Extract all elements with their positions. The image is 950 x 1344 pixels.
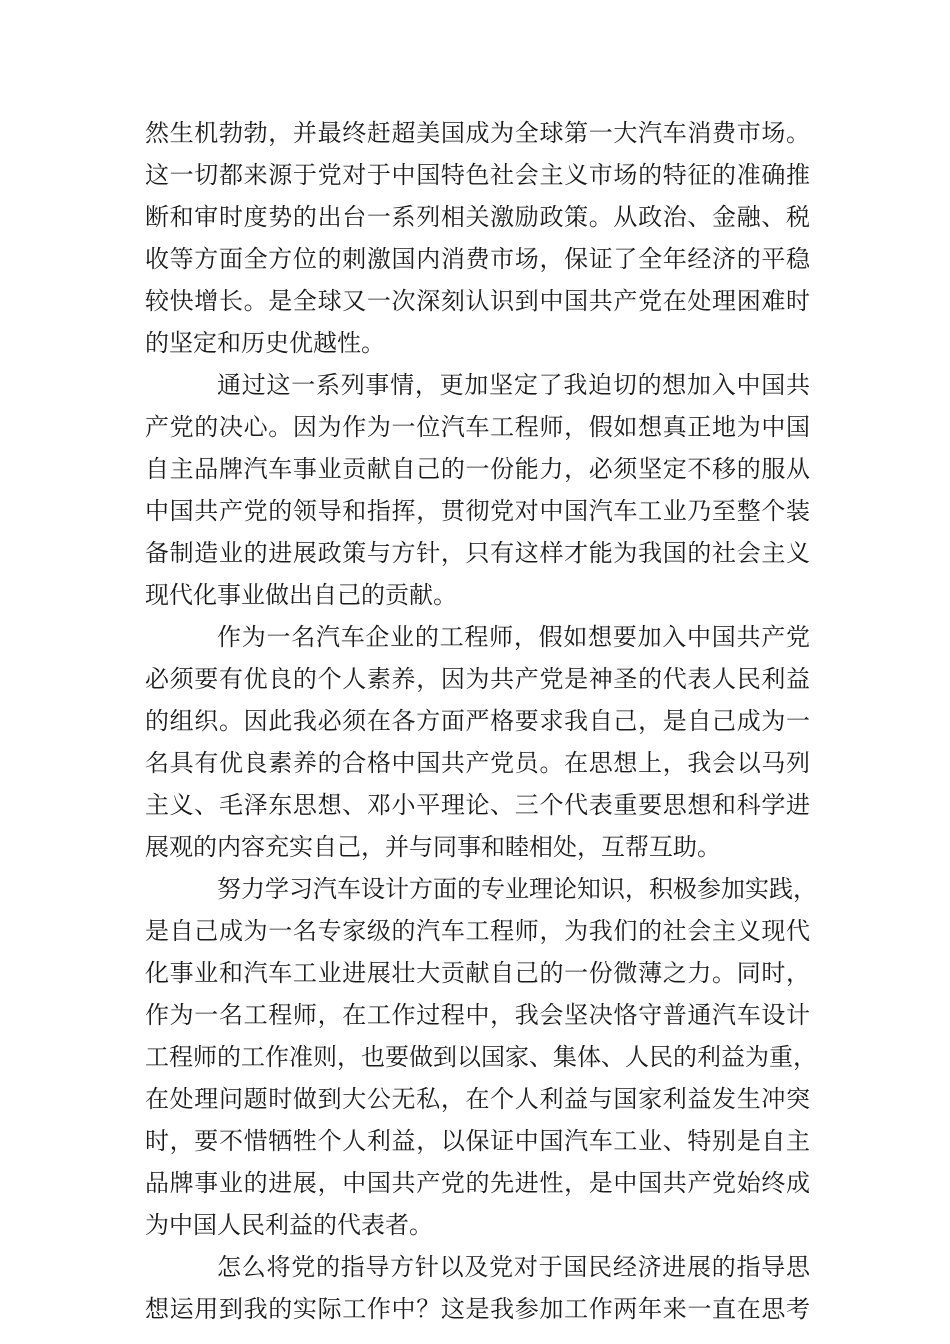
text-line: 主义、毛泽东思想、邓小平理论、三个代表重要思想和科学进 <box>145 791 810 819</box>
text-line: 这一切都来源于党对于中国特色社会主义市场的特征的准确推 <box>145 161 810 189</box>
text-line: 断和审时度势的出台一系列相关激励政策。从政治、金融、税 <box>145 203 810 231</box>
paragraph-first-line: 通过这一系列事情，更加坚定了我迫切的想加入中国共 <box>217 371 810 399</box>
text-line: 收等方面全方位的刺激国内消费市场，保证了全年经济的平稳 <box>145 245 810 273</box>
text-line: 自主品牌汽车事业贡献自己的一份能力，必须坚定不移的服从 <box>145 455 810 483</box>
paragraph-first-line: 作为一名汽车企业的工程师，假如想要加入中国共产党 <box>217 623 810 651</box>
text-line: 化事业和汽车工业进展壮大贡献自己的一份微薄之力。同时， <box>145 959 810 987</box>
text-line: 展观的内容充实自己，并与同事和睦相处，互帮互助。 <box>145 833 721 861</box>
text-line: 作为一名工程师，在工作过程中，我会坚决恪守普通汽车设计 <box>145 1001 810 1029</box>
text-line: 较快增长。是全球又一次深刻认识到中国共产党在处理困难时 <box>145 287 810 315</box>
text-line: 备制造业的进展政策与方针，只有这样才能为我国的社会主义 <box>145 539 810 567</box>
paragraph-first-line: 怎么将党的指导方针以及党对于国民经济进展的指导思 <box>217 1253 810 1281</box>
text-line: 名具有优良素养的合格中国共产党员。在思想上，我会以马列 <box>145 749 810 777</box>
text-line: 在处理问题时做到大公无私，在个人利益与国家利益发生冲突 <box>145 1085 810 1113</box>
text-line: 然生机勃勃，并最终赶超美国成为全球第一大汽车消费市场。 <box>145 119 810 147</box>
text-line: 是自己成为一名专家级的汽车工程师，为我们的社会主义现代 <box>145 917 810 945</box>
text-line: 现代化事业做出自己的贡献。 <box>145 581 457 609</box>
text-line: 必须要有优良的个人素养，因为共产党是神圣的代表人民利益 <box>145 665 810 693</box>
text-line: 中国共产党的领导和指挥，贯彻党对中国汽车工业乃至整个装 <box>145 497 810 525</box>
text-line: 产党的决心。因为作为一位汽车工程师，假如想真正地为中国 <box>145 413 810 441</box>
text-line: 为中国人民利益的代表者。 <box>145 1211 433 1239</box>
paragraph-first-line: 努力学习汽车设计方面的专业理论知识，积极参加实践， <box>217 875 817 903</box>
text-line: 品牌事业的进展，中国共产党的先进性，是中国共产党始终成 <box>145 1169 810 1197</box>
text-line: 时，要不惜牺牲个人利益，以保证中国汽车工业、特别是自主 <box>145 1127 810 1155</box>
text-line: 工程师的工作准则，也要做到以国家、集体、人民的利益为重， <box>145 1043 817 1071</box>
text-line: 的坚定和历史优越性。 <box>145 329 385 357</box>
text-line: 的组织。因此我必须在各方面严格要求我自己，是自己成为一 <box>145 707 810 735</box>
text-line: 想运用到我的实际工作中？这是我参加工作两年来一直在思考 <box>145 1295 810 1323</box>
